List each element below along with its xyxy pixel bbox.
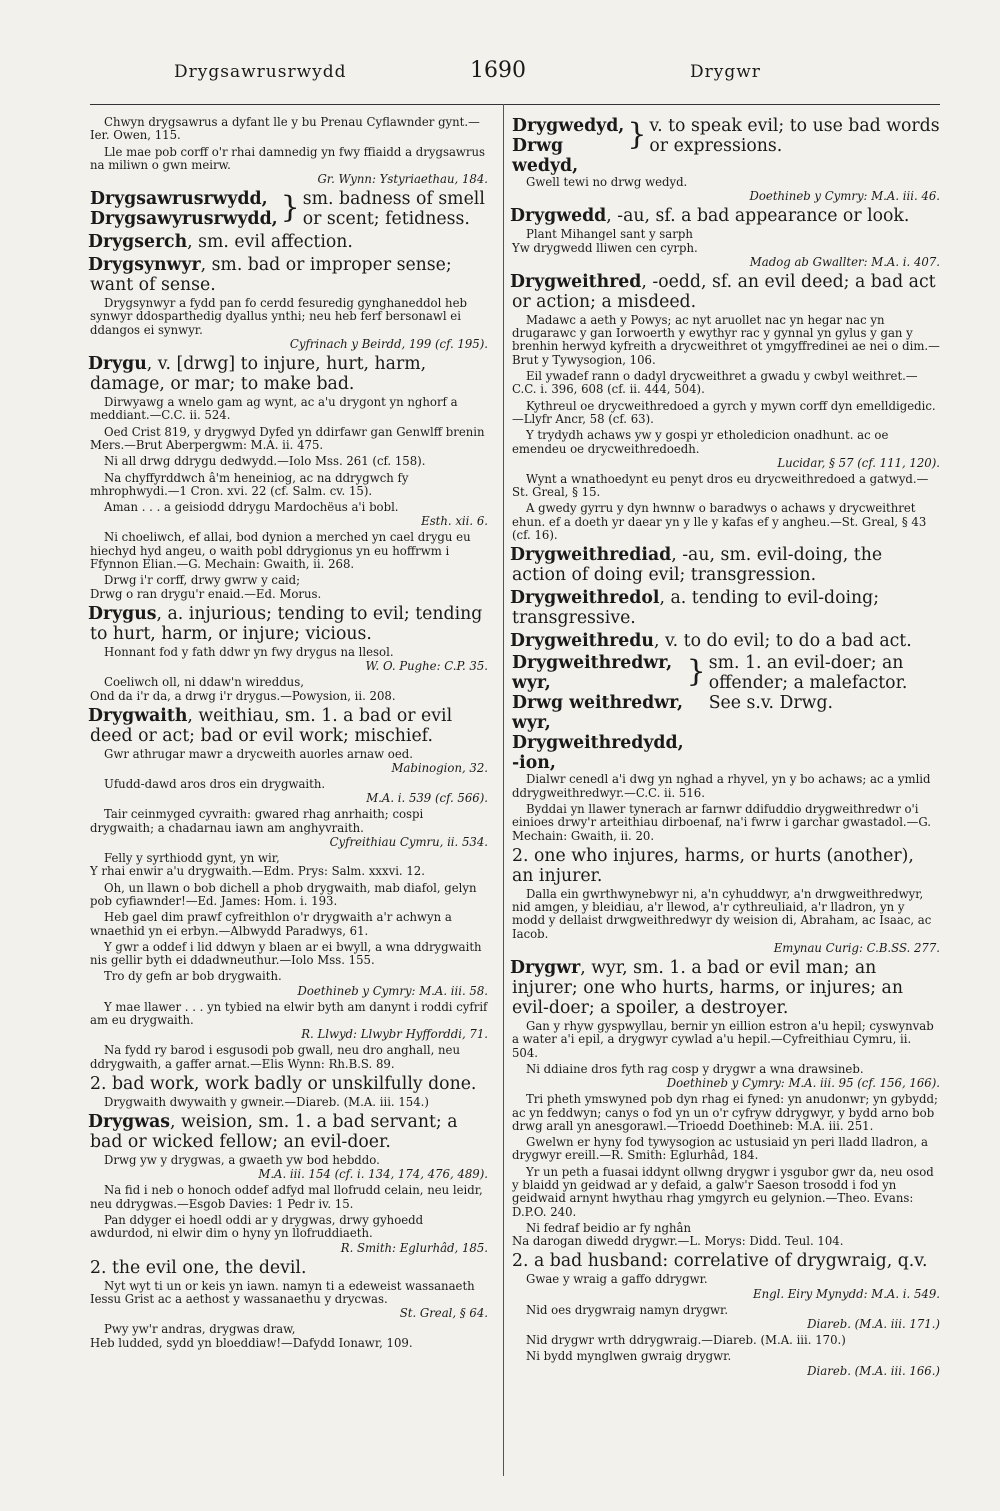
quotation: A gwedy gyrru y dyn hwnnw o baradwys o achaws y drycweithret ehun. ef a doeth yr daear yn y lle y kafas ef y angheu.—St. Greal, § 43 (cf. 16). bbox=[512, 501, 927, 543]
quotation: Plant Mihangel sant y sarph Yw drygwedd lliwen cen cyrph. bbox=[512, 227, 698, 255]
quotation: Heb gael dim prawf cyfreithlon o'r drygwaith a'r achwyn a wnaethid yn ei erbyn.—Albwydd Paradwys, 61. bbox=[90, 910, 452, 938]
header-left-guideword: Drygsawrusrwydd bbox=[174, 62, 347, 82]
quotation: Lle mae pob corff o'r rhai damnedig yn fwy ffiaidd a drygsawrus na miliwn o gwn meirw. bbox=[90, 144, 486, 172]
citation-source: Lucidar, § 57 (cf. 111, 120). bbox=[777, 455, 940, 470]
citation-source: St. Greal, § 64. bbox=[399, 1306, 488, 1321]
quotation: Drygwaith dwywaith y gwneir.—Diareb. (M.A. iii. 154.) bbox=[104, 1094, 429, 1109]
citation-source: M.A. iii. 154 (cf. i. 134, 174, 476, 489). bbox=[258, 1167, 488, 1182]
headword-variants: Drygsawrusrwydd, Drygsawyrusrwydd, bbox=[90, 189, 278, 230]
dictionary-entry: Drygwaith, weithiau, sm. 1. a bad or evil deed or act; bad or evil work; mischief. bbox=[88, 705, 453, 746]
dictionary-entry: Drygwas, weision, sm. 1. a bad servant; a bad or wicked fellow; an evil-doer. bbox=[88, 1112, 458, 1153]
header-right-guideword: Drygwr bbox=[690, 62, 761, 82]
brace-glyph: } bbox=[686, 654, 706, 690]
quotation: Yr un peth a fuasai iddynt ollwng drygwr i ysgubor gwr da, neu osod y blaidd yn geidwad ar y defaid, a galw'r Saeson trosodd i fod yn geidwaid arnynt hwythau rhag ymgyrch eu gelynion.—Theo. Evans: D.P.O. 240. bbox=[512, 1164, 934, 1219]
quotation: Na chyffyrddwch â'm heneiniog, ac na ddrygwch fy mhrophwydi.—1 Cron. xvi. 22 (cf. Salm. cv. 15). bbox=[90, 470, 409, 498]
quotation: Ni all drwg ddrygu dedwydd.—Iolo Mss. 261 (cf. 158). bbox=[104, 454, 426, 469]
quotation: Dialwr cenedl a'i dwg yn nghad a rhyvel, yn y bo achaws; ac a ymlid ddrygweithredwyr.—C.C. ii. 516. bbox=[512, 772, 931, 800]
quotation: Nid drygwr wrth ddrygwraig.—Diareb. (M.A. iii. 170.) bbox=[526, 1333, 846, 1348]
quotation: Wynt a wnathoedynt eu penyt dros eu drycweithredoed a gatwyd.—St. Greal, § 15. bbox=[512, 471, 929, 500]
citation-source: Doethineb y Cymry: M.A. iii. 58. bbox=[297, 983, 488, 998]
citation-source: Diareb. (M.A. iii. 171.) bbox=[807, 1317, 940, 1332]
quotation: Honnant fod y fath ddwr yn fwy drygus na llesol. bbox=[104, 644, 394, 659]
citation-source: Cyfreithiau Cymru, ii. 534. bbox=[329, 835, 488, 850]
quotation: Y trydydh achaws yw y gospi yr etholedicion onadhunt. ac oe emendeu oe drycweithredoedh. bbox=[512, 428, 889, 456]
quotation: Tro dy gefn ar bob drygwaith. bbox=[104, 969, 282, 984]
citation-source: W. O. Pughe: C.P. 35. bbox=[365, 659, 488, 674]
citation-source: Emynau Curig: C.B.SS. 277. bbox=[773, 941, 940, 956]
headword-variants: Drygweithredwr, wyr, Drwg weithredwr, wyr, Drygweithredydd, -ion, bbox=[512, 653, 684, 774]
definition: v. to speak evil; to use bad words or expressions. bbox=[649, 116, 940, 156]
quotation: Drwg yw y drygwas, a gwaeth yw bod hebddo. bbox=[104, 1153, 380, 1168]
quotation: Tair ceinmyged cyvraith: gwared rhag anrhaith; cospi drygwaith; a chadarnau iawn am anghyvraith. bbox=[90, 807, 424, 835]
quotation: Kythreul oe drycweithredoed a gyrch y mywn corff dyn emelldigedic.—Llyfr Ancr, 58 (cf. 63). bbox=[512, 398, 936, 426]
quotation: Na fid i neb o honoch oddef adfyd mal llofrudd celain, neu leidr, neu ddrygwas.—Esgob Davies: 1 Pedr iv. 15. bbox=[90, 1183, 483, 1211]
dictionary-entry: Drygweithrediad, -au, sm. evil-doing, the action of doing evil; transgression. bbox=[510, 545, 883, 586]
citation-source: M.A. i. 539 (cf. 566). bbox=[366, 791, 488, 806]
citation-source: Esth. xii. 6. bbox=[421, 514, 488, 529]
quotation: Gwr athrugar mawr a drycweith auorles arnaw oed. bbox=[104, 746, 413, 761]
citation-source: R. Llwyd: Llwybr Hyfforddi, 71. bbox=[301, 1027, 488, 1042]
headword-group bbox=[512, 653, 940, 773]
citation-source: R. Smith: Eglurhâd, 185. bbox=[340, 1240, 488, 1255]
dictionary-entry: Drygweithredol, a. tending to evil-doing; transgressive. bbox=[510, 588, 880, 629]
quotation: Chwyn drygsawrus a dyfant lle y bu Prenau Cyflawnder gynt.—Ier. Owen, 115. bbox=[90, 115, 480, 143]
citation-source: Cyfrinach y Beirdd, 199 (cf. 195). bbox=[289, 337, 488, 352]
quotation: Byddai yn llawer tynerach ar farnwr ddifuddio drygweithredwr o'i einioes drwy'r arteithiau dirboenaf, na'i fwrw i garchar gwastadol.—G. Mechain: Gwaith, ii. 20. bbox=[512, 801, 931, 843]
dictionary-entry: Drygu, v. [drwg] to injure, hurt, harm, damage, or mar; to make bad. bbox=[88, 354, 427, 395]
dictionary-entry: Drygweithred, -oedd, sf. an evil deed; a bad act or action; a misdeed. bbox=[510, 271, 936, 312]
sense-definition: 2. bad work, work badly or unskilfully done. bbox=[90, 1073, 477, 1094]
quotation: Pwy yw'r andras, drygwas draw, Heb ludded, sydd yn bloeddiaw!—Dafydd Ionawr, 109. bbox=[90, 1322, 413, 1350]
quotation: Gwelwn er hyny fod tywysogion ac ustusiaid yn peri lladd lladron, a drygwyr ereill.—R. Smith: Eglurhâd, 184. bbox=[512, 1135, 928, 1163]
brace-glyph: } bbox=[280, 190, 300, 226]
brace-glyph: } bbox=[627, 117, 647, 152]
quotation: Nid oes drygwraig namyn drygwr. bbox=[526, 1302, 729, 1317]
headword-group bbox=[90, 189, 488, 229]
citation-source: Gr. Wynn: Ystyriaethau, 184. bbox=[317, 172, 488, 187]
column-divider bbox=[503, 104, 504, 1476]
quotation: Drwg i'r corff, drwy gwrw y caid; Drwg o ran drygu'r enaid.—Ed. Morus. bbox=[90, 573, 322, 601]
quotation: Y gwr a oddef i lid ddwyn y blaen ar ei bwyll, a wna ddrygwaith nis gellir byth ei ddadwneuthur.—Iolo Mss. 155. bbox=[90, 939, 482, 968]
dictionary-entry: Drygwedd, -au, sf. a bad appearance or look. bbox=[510, 206, 910, 227]
sense-definition: 2. a bad husband: correlative of drygwraig, q.v. bbox=[512, 1251, 928, 1272]
running-header bbox=[0, 58, 1000, 92]
quotation: Dalla ein gwrthwynebwyr ni, a'n cyhuddwyr, a'n drwgweithredwyr, nid amgen, y bleidiau, a'r llewod, a'r cythreuliaid, a'r lladron, yn y modd y dellaist drwgweithredwyr dy weision di, Abraham, ac Isaac, ac Iacob. bbox=[512, 886, 932, 941]
quotation: Drygsynwyr a fydd pan fo cerdd fesuredig gynghaneddol heb synwyr ddosparthedig dyallus ynthi; neu heb ferf bersonawl ei ddangos ei synwyr. bbox=[90, 296, 467, 337]
quotation: Ni choeliwch, ef allai, bod dynion a merched yn cael drygu eu hiechyd hyd angeu, o waith pobl ddrygionus yn eu hoffrwm i Ffynnon Elian.—G. Mechain: Gwaith, ii. 268. bbox=[90, 530, 471, 572]
page-number: 1690 bbox=[470, 58, 526, 83]
quotation: Y mae llawer . . . yn tybied na elwir byth am danynt i roddi cyfrif am eu drygwaith. bbox=[90, 999, 488, 1027]
quotation: Ni bydd mynglwen gwraig drygwr. bbox=[526, 1349, 732, 1364]
quotation: Tri pheth ymswyned pob dyn rhag ei fyned: yn anudonwr; yn gybydd; ac yn feddwyn; canys o fod yn un o'r cyfryw ddrygwyr, y bydd arno bob drwg arall yn anesgorawl.—Trioedd Doethineb: M.A. iii. 251. bbox=[512, 1092, 938, 1133]
quotation: Felly y syrthiodd gynt, yn wir, Y rhai enwir a'u drygwaith.—Edm. Prys: Salm. xxxvi. 12. bbox=[90, 851, 425, 879]
right-column bbox=[512, 116, 940, 1381]
citation-source: Mabinogion, 32. bbox=[391, 761, 488, 776]
quotation: Oed Crist 819, y drygwyd Dyfed yn ddirfawr gan Genwlff brenin Mers.—Brut Aberpergwm: M.A. ii. 475. bbox=[90, 424, 485, 452]
headword-group bbox=[512, 116, 940, 176]
quotation: Gwae y wraig a gaffo ddrygwr. bbox=[526, 1272, 708, 1287]
left-column bbox=[90, 116, 488, 1353]
quotation: Na fydd ry barod i esgusodi pob gwall, neu dro anghall, neu ddrygwaith, a gaffer arnat.—Elis Wynn: Rh.B.S. 89. bbox=[90, 1043, 460, 1071]
quotation: Ni ddiaine dros fyth rag cosp y drygwr a wna drawsineb. bbox=[526, 1061, 864, 1076]
quotation: Ufudd-dawd aros dros ein drygwaith. bbox=[104, 777, 326, 792]
quotation: Oh, un llawn o bob dichell a phob drygwaith, mab diafol, gelyn pob cyfiawnder!—Ed. James: Hom. i. 193. bbox=[90, 880, 477, 908]
definition: sm. 1. an evil-doer; an offender; a malefactor. See s.v. Drwg. bbox=[708, 653, 908, 714]
dictionary-entry: Drygus, a. injurious; tending to evil; tending to hurt, harm, or injure; vicious. bbox=[88, 603, 483, 644]
citation-source: Engl. Eiry Mynydd: M.A. i. 549. bbox=[753, 1286, 940, 1301]
headword-variants: Drygwedyd, Drwg wedyd, bbox=[512, 116, 625, 176]
sense-definition: 2. the evil one, the devil. bbox=[90, 1257, 307, 1278]
dictionary-entry: Drygwr, wyr, sm. 1. a bad or evil man; an injurer; one who hurts, harms, or injures; an evil-doer; a spoiler, a destroyer. bbox=[510, 958, 903, 1019]
quotation: Eil ywadef rann o dadyl drycweithret a gwadu y cwbyl weithret.—C.C. i. 396, 608 (cf. ii. 444, 504). bbox=[512, 369, 918, 397]
citation-source: Diareb. (M.A. iii. 166.) bbox=[807, 1363, 940, 1378]
citation-source: Doethineb y Cymry: M.A. iii. 95 (cf. 156, 166). bbox=[666, 1076, 940, 1091]
quotation: Nyt wyt ti un or keis yn iawn. namyn ti a edeweist wassanaeth Iessu Grist ac a aethost y wassanaethu y drycwas. bbox=[90, 1278, 475, 1306]
quotation: Gwell tewi no drwg wedyd. bbox=[526, 175, 688, 189]
quotation: Gan y rhyw gyspwyllau, bernir yn eillion estron a'u hepil; cyswynvab a water a'i epil, a drygwyr cywlad a'u hepil.—Cyfreithiau Cymru, ii. 504. bbox=[512, 1019, 934, 1060]
dictionary-entry: Drygserch, sm. evil affection. bbox=[88, 232, 353, 253]
sense-definition: 2. one who injures, harms, or hurts (another), an injurer. bbox=[512, 845, 914, 886]
quotation: Madawc a aeth y Powys; ac nyt aruollet nac yn hegar nac yn drugarawc y gan Iorwoerth y ewythyr rac y gynnal yn gylus y gan y brenhin herwyd kyfreith a drycweithret ot ymgyffredinei ae nei o dim.—Brut y Tywysogion, 106. bbox=[512, 312, 940, 367]
quotation: Dirwyawg a wnelo gam ag wynt, ac a'u drygont yn nghorf a meddiant.—C.C. ii. 524. bbox=[90, 395, 458, 423]
dictionary-entry: Drygsynwyr, sm. bad or improper sense; want of sense. bbox=[88, 255, 452, 296]
quotation: Ni fedraf beidio ar fy nghân Na darogan diwedd drygwr.—L. Morys: Didd. Teul. 104. bbox=[512, 1220, 844, 1249]
citation-source: Madog ab Gwallter: M.A. i. 407. bbox=[749, 254, 940, 269]
quotation: Coeliwch oll, ni ddaw'n wireddus, Ond da i'r da, a drwg i'r drygus.—Powysion, ii. 208. bbox=[90, 675, 396, 703]
quotation: Aman . . . a geisiodd ddrygu Mardochëus a'i bobl. bbox=[104, 500, 399, 515]
citation-source: Doethineb y Cymry: M.A. iii. 46. bbox=[749, 189, 940, 204]
definition: sm. badness of smell or scent; fetidness. bbox=[302, 189, 485, 230]
dictionary-entry: Drygweithredu, v. to do evil; to do a bad act. bbox=[510, 631, 912, 652]
header-rule bbox=[90, 104, 940, 105]
quotation: Pan ddyger ei hoedl oddi ar y drygwas, drwy gyhoedd awdurdod, ni elwir dim o hyny yn llofruddiaeth. bbox=[90, 1213, 424, 1241]
